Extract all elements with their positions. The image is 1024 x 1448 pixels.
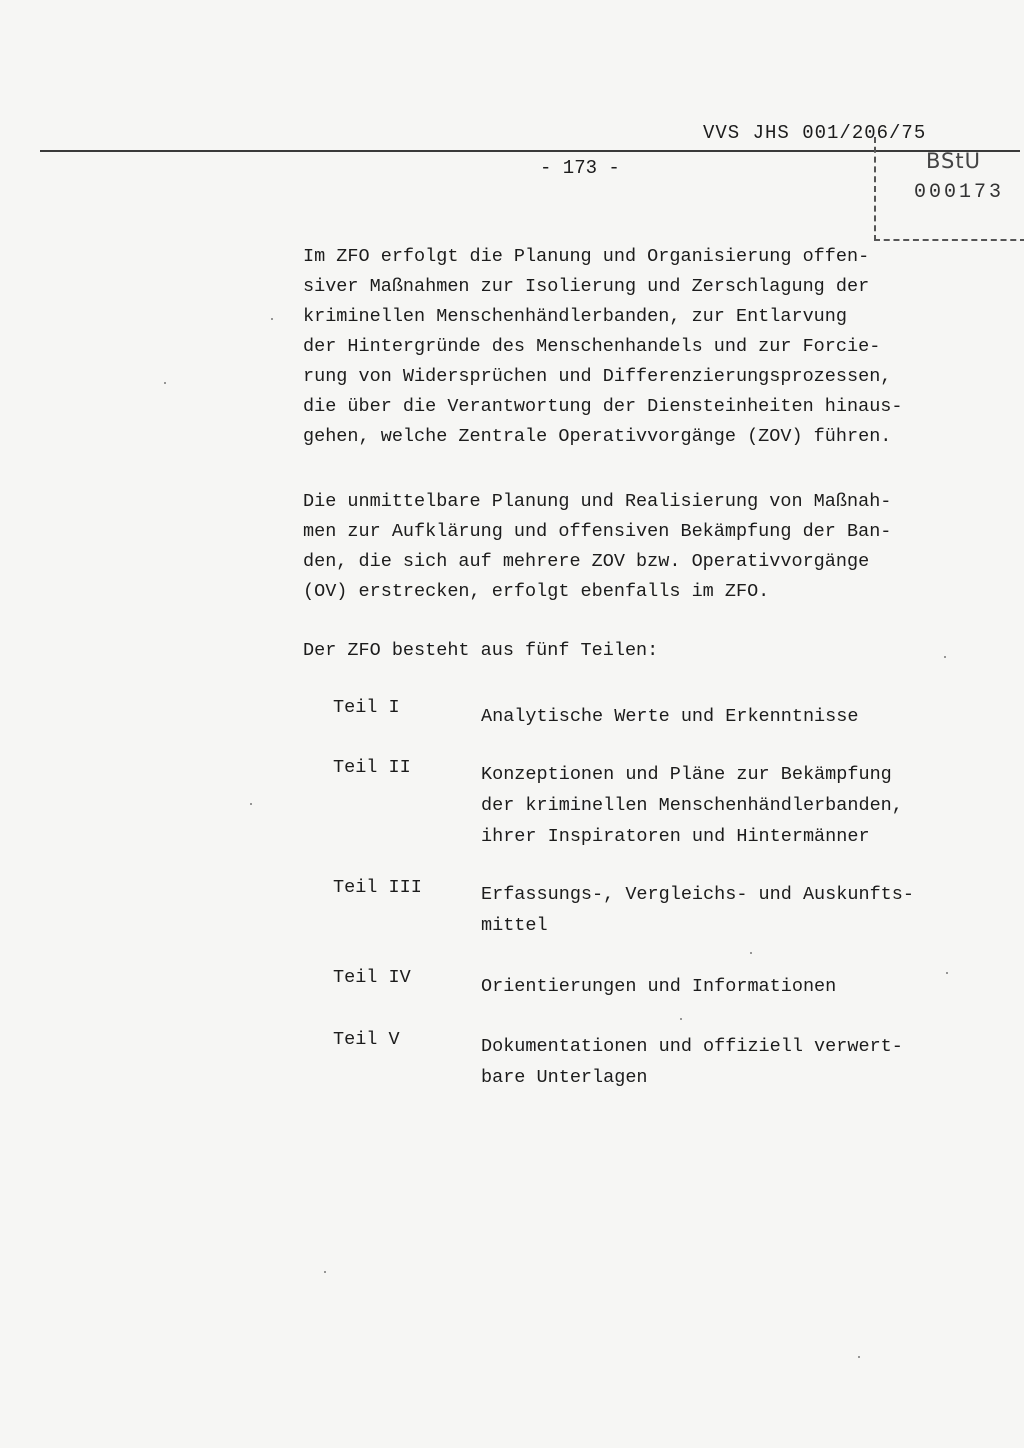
paper-speck <box>944 656 946 658</box>
paper-speck <box>858 1356 860 1358</box>
paper-speck <box>271 318 273 320</box>
paper-speck <box>324 1271 326 1273</box>
stamp-number: 000173 <box>914 181 1005 204</box>
paper-speck <box>164 382 166 384</box>
part-label: Teil IV <box>333 967 411 988</box>
part-label: Teil III <box>333 877 422 898</box>
part-description: Analytische Werte und Erkenntnisse <box>481 706 859 727</box>
part-label: Teil II <box>333 757 411 778</box>
parts-intro: Der ZFO besteht aus fünf Teilen: <box>303 640 659 661</box>
paper-speck <box>680 1018 682 1020</box>
part-label: Teil V <box>333 1029 400 1050</box>
part-description: Konzeptionen und Pläne zur Bekämpfung der kriminellen Menschenhändlerbanden, ihrer Inspiratoren und Hintermänner <box>481 764 903 847</box>
paragraph-2: Die unmittelbare Planung und Realisierung von Maßnah- men zur Aufklärung und offensiven Bekämpfung der Ban- den, die sich auf mehrere ZOV bzw. Operativvorgänge (OV) erstrecken, erfolgt ebenfalls im ZFO. <box>303 491 892 602</box>
part-label: Teil I <box>333 697 400 718</box>
archive-stamp <box>874 137 1024 241</box>
part-description: Orientierungen und Informationen <box>481 976 837 997</box>
stamp-label: BStU <box>926 149 981 173</box>
part-description: Dokumentationen und offiziell verwert- bare Unterlagen <box>481 1036 903 1088</box>
paper-speck <box>750 952 752 954</box>
paragraph-1: Im ZFO erfolgt die Planung und Organisierung offen- siver Maßnahmen zur Isolierung und Zerschlagung der kriminellen Menschenhändlerbanden, zur Entlarvung der Hintergründe des Menschenhandels und zur Forcie- rung von Widersprüchen und Differenzierungsprozessen, die über die Verantwortung der Diensteinheiten hinaus- gehen, welche Zentrale Operativvorgänge (ZOV) führen. <box>303 246 903 447</box>
part-description: Erfassungs-, Vergleichs- und Auskunfts- mittel <box>481 884 914 936</box>
page-number: - 173 - <box>540 157 620 179</box>
header-rule <box>40 150 1020 152</box>
paper-speck <box>946 972 948 974</box>
paper-speck <box>250 803 252 805</box>
document-reference: VVS JHS 001/206/75 <box>703 122 927 144</box>
